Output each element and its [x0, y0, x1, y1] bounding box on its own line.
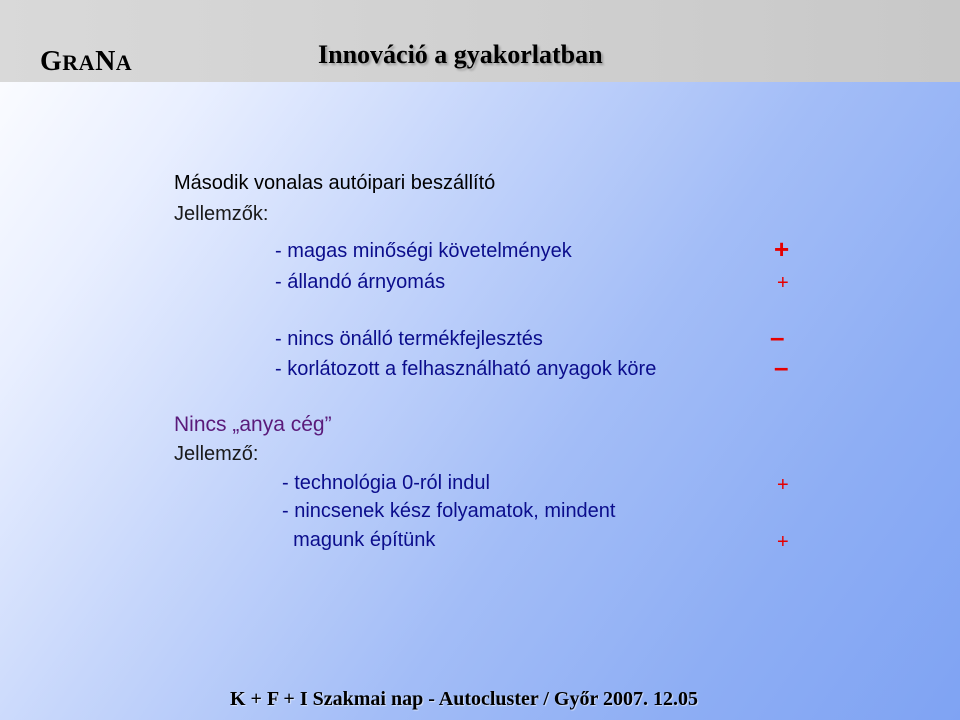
section2-item-2: - nincsenek kész folyamatok, mindent — [282, 500, 616, 522]
logo-letters-ra: RA — [62, 50, 96, 75]
logo-letter-g: G — [40, 46, 63, 77]
section1-item-1: - magas minőségi követelmények — [275, 240, 572, 262]
section2-heading: Nincs „anya cég” — [174, 413, 332, 436]
section1-item-4: - korlátozott a felhasználható anyagok köre — [275, 358, 657, 380]
logo-letter-n: N — [95, 46, 116, 77]
section1-item-2: - állandó árnyomás — [275, 271, 446, 293]
section2-item-1: - technológia 0-ról indul — [282, 472, 490, 494]
plus-mark-1: + — [774, 234, 790, 264]
plus-mark-2: + — [777, 272, 789, 294]
minus-mark-2: – — [774, 352, 789, 382]
section1-heading: Második vonalas autóipari beszállító — [174, 172, 496, 194]
section2-item-3: magunk építünk — [282, 529, 436, 551]
header-bar — [0, 0, 960, 82]
footer-text: K + F + I Szakmai nap - Autocluster / Győr 2007. 12.05 — [230, 688, 698, 710]
section1-item-3: - nincs önálló termékfejlesztés — [275, 328, 543, 350]
slide-title: Innováció a gyakorlatban — [318, 40, 603, 69]
section1-subheading: Jellemzők: — [174, 203, 269, 225]
logo-letter-a: A — [115, 50, 133, 75]
minus-mark-1: – — [770, 322, 785, 352]
plus-mark-3: + — [777, 474, 789, 496]
plus-mark-4: + — [777, 531, 789, 553]
grana-logo — [40, 46, 132, 78]
section2-subheading: Jellemző: — [174, 443, 259, 465]
